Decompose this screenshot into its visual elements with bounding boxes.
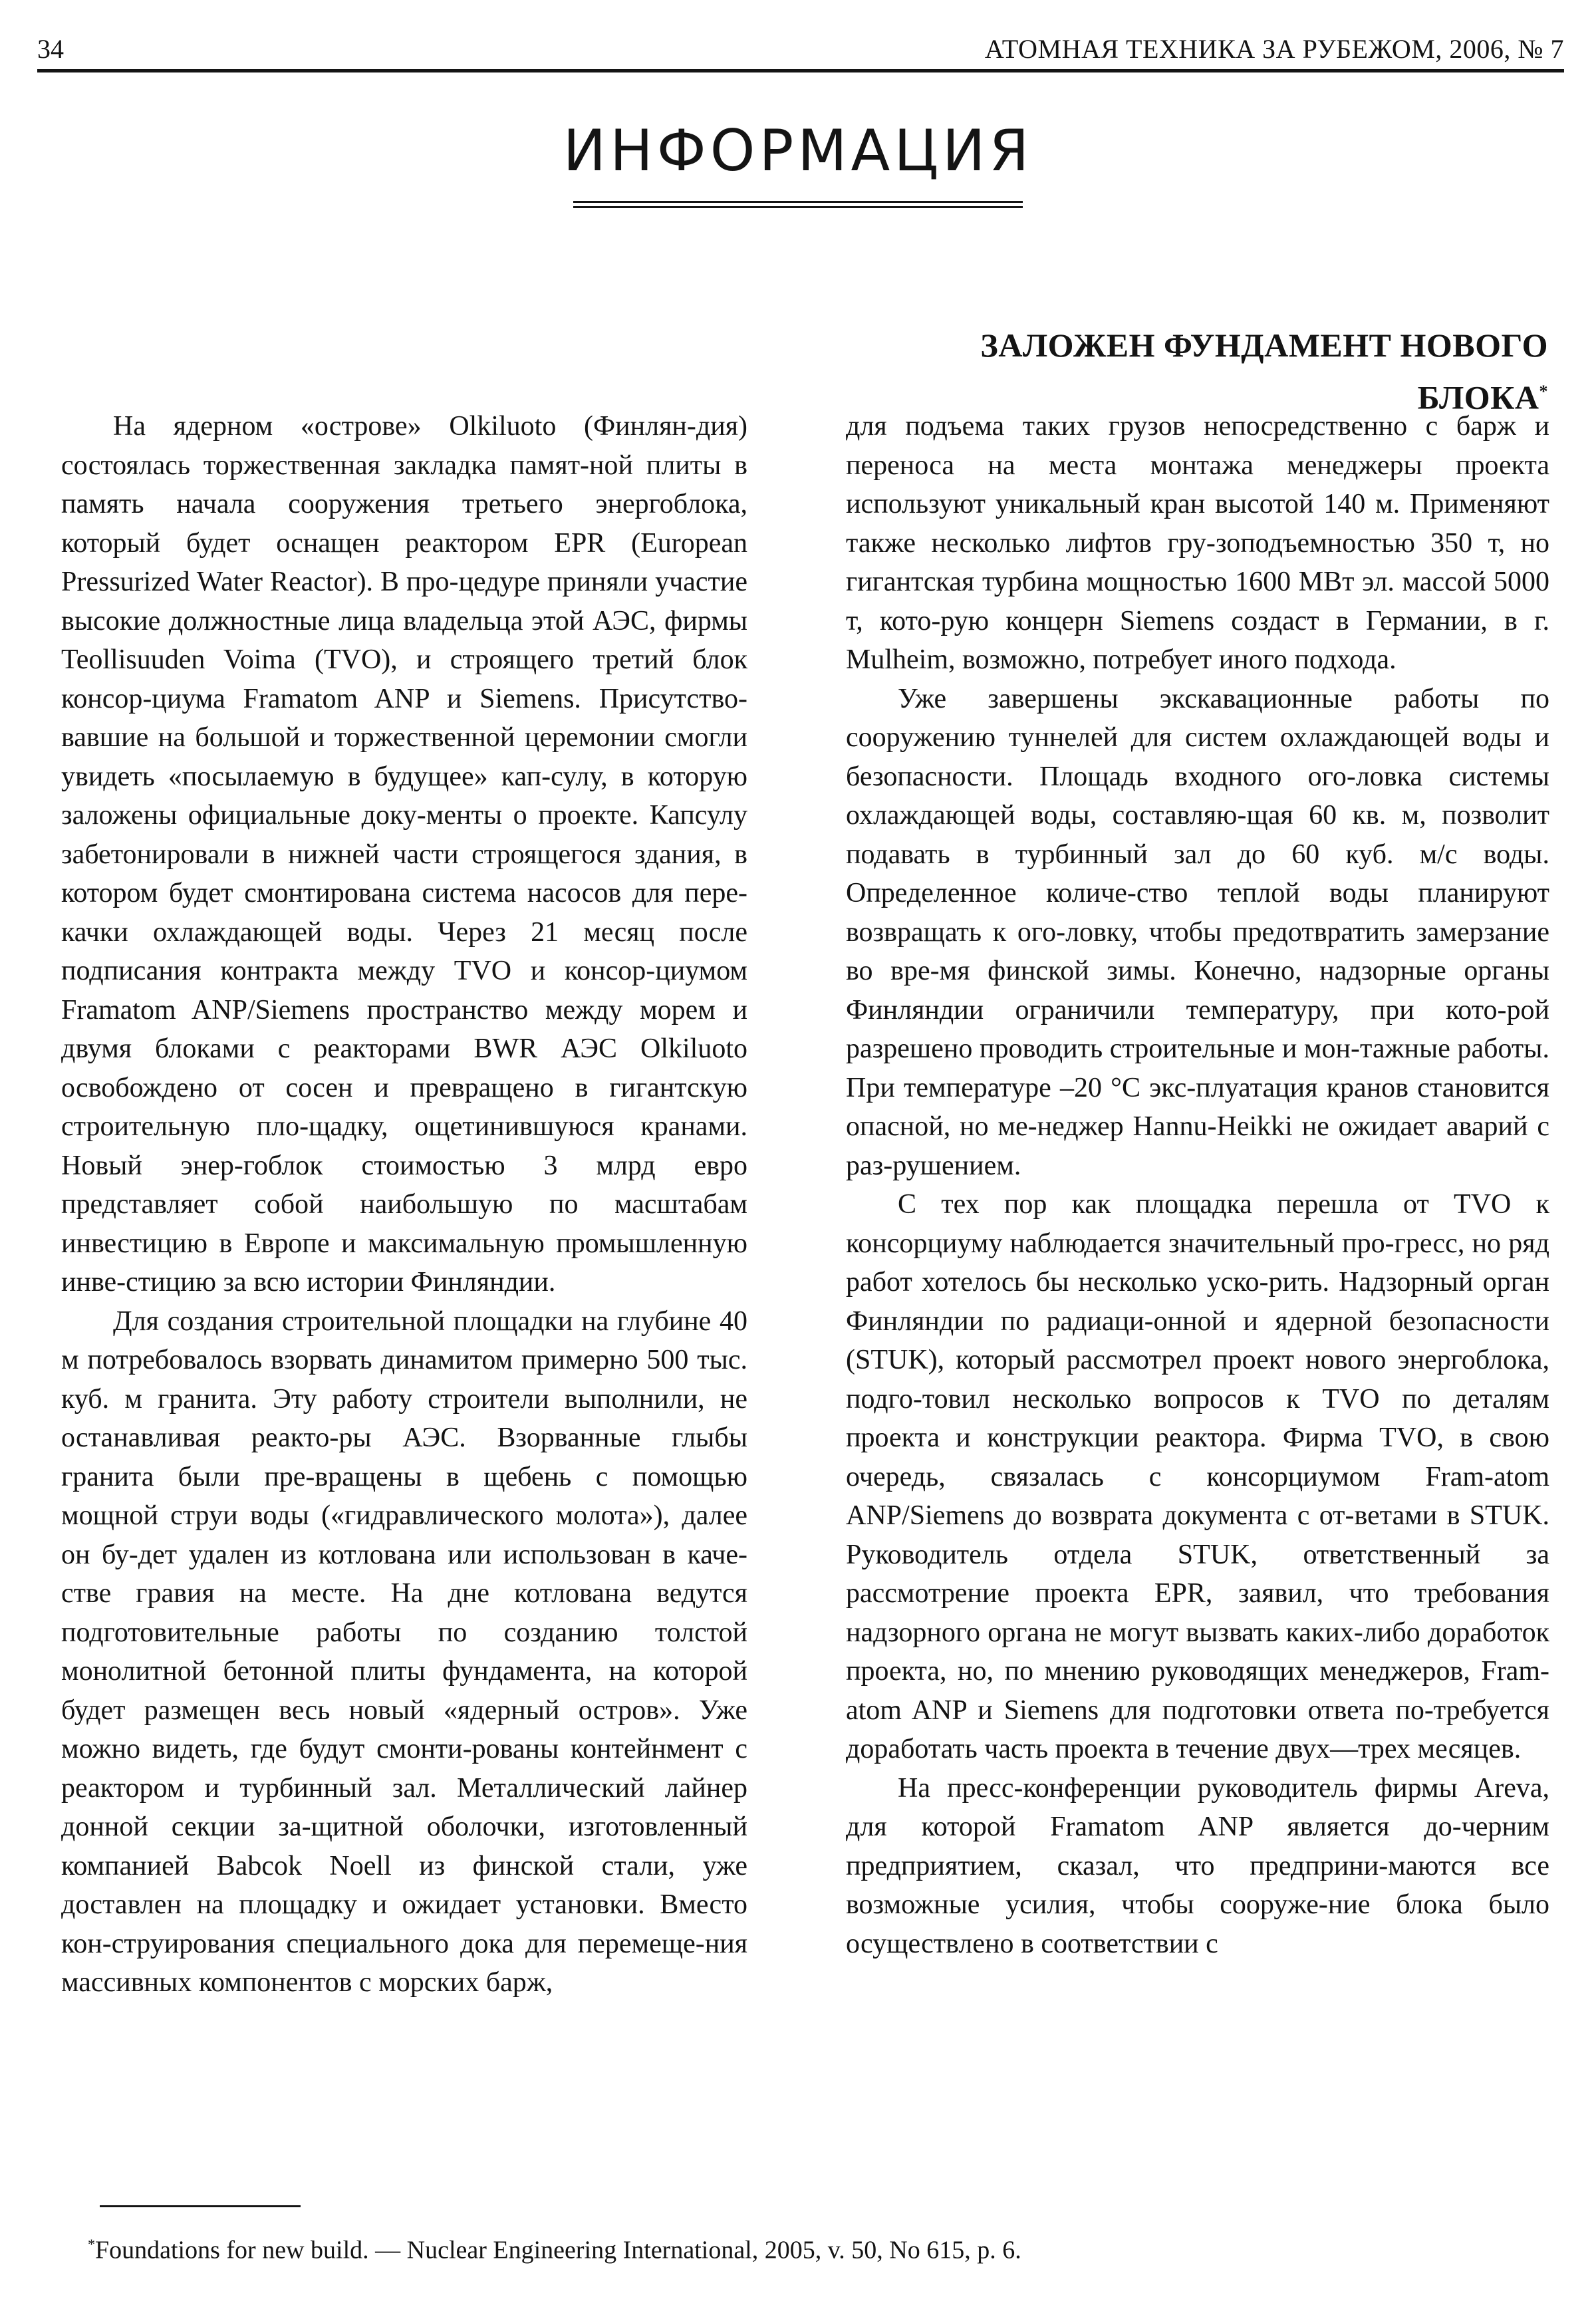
footnote-mark: *	[88, 2236, 95, 2252]
section-title-underline	[573, 201, 1023, 203]
paragraph: Уже завершены экскавационные работы по сооружению туннелей для систем охлаждающей воды и безопасности. Площадь входного ого-ловка системы охлаждающей воды, составляю-щая 60 кв. м, позволит подавать в турбинный зал до 60 куб. м/с воды. Определенное количе-ство теплой воды планируют возвращать к ого-ловку, чтобы предотвратить замерзание во вре-мя финской зимы. Конечно, надзорные органы Финляндии ограничили температуру, при кото-рой разрешено проводить строительные и мон-тажные работы. При температуре –20 °С экс-плуатация кранов становится опасной, но ме-неджер Hannu-Heikki не ожидает аварий с раз-рушением.	[846, 683, 1549, 1181]
paragraph: На ядерном «острове» Olkiluoto (Финлян-дия) состоялась торжественная закладка памят-ной плиты в память начала сооружения третьего энергоблока, который будет оснащен реактором EPR (European Pressurized Water Reactor). В про-цедуре приняли участие высокие должностные лица владельца этой АЭС, фирмы Teollisuuden Voima (TVO), и строящего третий блок консор-циума Framatom ANP и Siemens. Присутство-вавшие на большой и торжественной церемонии смогли увидеть «посылаемую в будущее» кап-сулу, в которую заложены официальные доку-менты о проекте. Капсулу забетонировали в нижней части строящегося здания, в котором будет смонтирована система насосов для пере-качки охлаждающей воды. Через 21 месяц после подписания контракта между TVO и консор-циумом Framatom ANP/Siemens пространство между морем и двумя блоками с реакторами BWR АЭС Olkiluoto освобождено от сосен и превращено в гигантскую строительную пло-щадку, ощетинившуюся кранами. Новый энер-гоблок стоимостью 3 млрд евро представляет собой наибольшую по масштабам инвестицию в Европе и максимальную промышленную инве-стицию за всю истории Финляндии.	[61, 411, 747, 1297]
article-title	[843, 322, 1548, 421]
footnote-marker: *	[1539, 382, 1548, 401]
header-divider	[37, 69, 1564, 72]
journal-title: АТОМНАЯ ТЕХНИКА ЗА РУБЕЖОМ, 2006, № 7	[984, 34, 1564, 64]
paragraph: С тех пор как площадка перешла от TVO к консорциуму наблюдается значительный про-гресс, но ряд работ хотелось бы несколько уско-рить. Надзорный орган Финляндии по радиаци-онной и ядерной безопасности (STUK), который рассмотрел проект нового энергоблока, подго-товил несколько вопросов к TVO по деталям проекта и конструкции реактора. Фирма TVO, в свою очередь, связалась с консорциумом Fram-atom ANP/Siemens до возврата документа с от-ветами в STUK. Руководитель отдела STUK, ответственный за рассмотрение проекта EPR, заявил, что требования надзорного органа не могут вызвать каких-либо доработок проекта, но, по мнению руководящих менеджеров, Fram-atom ANP и Siemens для подготовки ответа по-требуется доработать часть проекта в течение двух—трех месяцев.	[846, 1189, 1549, 1764]
paragraph: На пресс-конференции руководитель фирмы Areva, для которой Framatom ANP является до-черним предприятием, сказал, что предприни-маются все возможные усилия, чтобы сооруже-ние блока было осуществлено в соответствии с	[846, 1772, 1549, 1959]
footnote-text: Foundations for new build. — Nuclear Engineering International, 2005, v. 50, No 615, p. 6.	[95, 2236, 1021, 2264]
section-title: ИНФОРМАЦИЯ	[563, 118, 1033, 184]
section-title-underline-second	[573, 206, 1023, 208]
footnote-divider	[100, 2205, 301, 2207]
page-number: 34	[37, 34, 64, 64]
running-header	[37, 29, 1564, 69]
paragraph: Для создания строительной площадки на глубине 40 м потребовалось взорвать динамитом примерно 500 тыс. куб. м гранита. Эту работу строители выполнили, не останавливая реакто-ры АЭС. Взорванные глыбы гранита были пре-вращены в щебень с помощью мощной струи воды («гидравлического молота»), далее он бу-дет удален из котлована или использован в каче-стве гравия на месте. На дне котлована ведутся подготовительные работы по созданию толстой монолитной бетонной плиты фундамента, на которой будет размещен весь новый «ядерный остров». Уже можно видеть, где будут смонти-рованы контейнмент с реактором и турбинный зал. Металлический лайнер донной секции за-щитной оболочки, изготовленный компанией Babcok Noell из финской стали, уже доставлен на площадку и ожидает установки. Вместо кон-струирования специального дока для перемеще-ния массивных компонентов с морских барж,	[61, 1305, 747, 1998]
footnote	[88, 2228, 1551, 2267]
paragraph-continuation: для подъема таких грузов непосредственно с барж и переноса на места монтажа менеджеры проекта используют уникальный кран высотой 140 м. Применяют также несколько лифтов гру-зоподъемностью 350 т, но гигантская турбина мощностью 1600 МВт эл. массой 5000 т, кото-рую концерн Siemens создаст в Германии, в г. Mulheim, возможно, потребует иного подхода.	[846, 411, 1549, 675]
article-title-text: ЗАЛОЖЕН ФУНДАМЕНТ НОВОГО БЛОКА	[980, 327, 1548, 416]
right-column	[846, 407, 1549, 1963]
left-column	[61, 407, 747, 2002]
